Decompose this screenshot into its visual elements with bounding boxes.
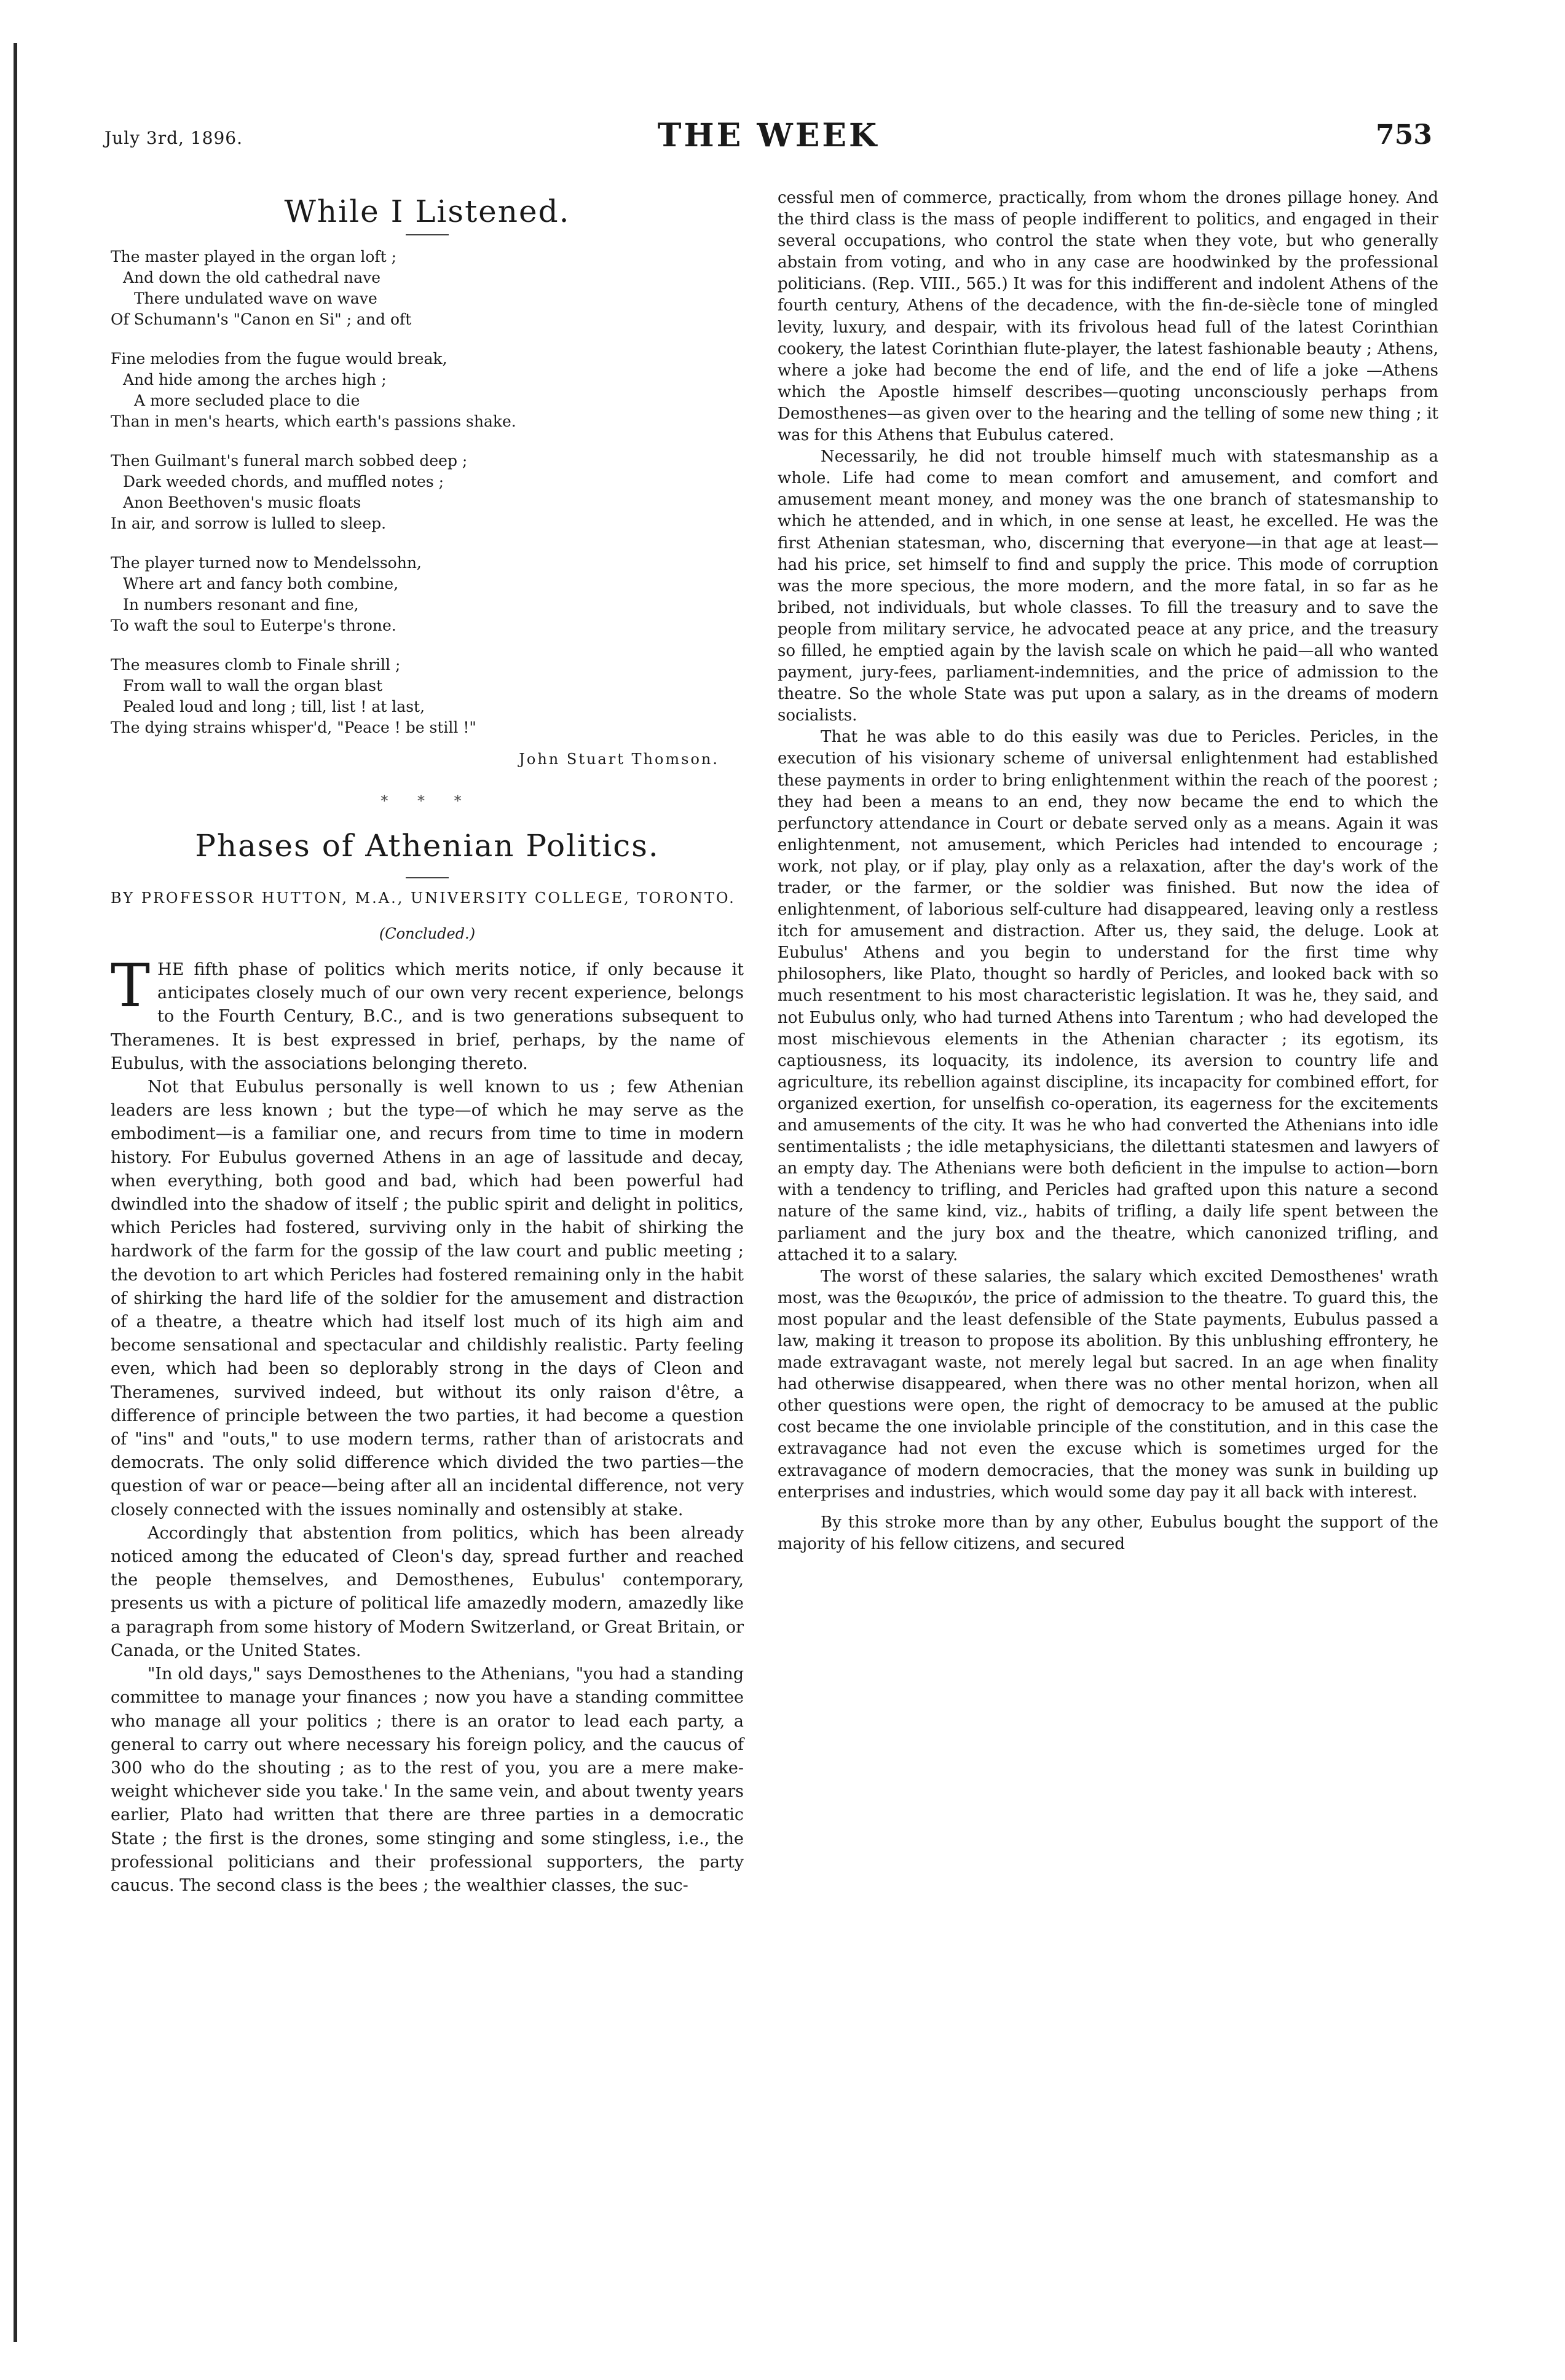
poem-stanza — [111, 246, 744, 330]
poem-author: John Stuart Thomson. — [519, 751, 719, 768]
poem-stanza — [111, 451, 744, 534]
poem-stanza — [111, 553, 744, 636]
poem-line: Pealed loud and long ; till, list ! at last, — [123, 698, 425, 715]
poem-line: Where art and fancy both combine, — [123, 575, 399, 593]
article-byline: BY PROFESSOR HUTTON, M.A., UNIVERSITY COLLEGE, TORONTO. — [111, 889, 736, 907]
poem-line: And down the old cathedral nave — [123, 269, 381, 286]
poem-line: And hide among the arches high ; — [123, 371, 387, 388]
poem-line: Of Schumann's "Canon en Si" ; and oft — [111, 310, 412, 328]
article-title: Phases of Athenian Politics. — [195, 828, 660, 864]
page-number: 753 — [1376, 119, 1432, 151]
article-paragraph: Accordingly that abstention from politics, which has been already noticed among the educated of Cleon's day, spread further and reached the people themselves, and Demosthenes, Eubulus' contemporary, presents us with a picture of political life amazedly modern, amazedly like a paragraph from some history of Modern Switzerland, or Great Britain, or Canada, or the United States. — [111, 1523, 744, 1660]
binding-edge-rule — [14, 43, 17, 2342]
article-paragraph: cessful men of commerce, practically, from whom the drones pillage honey. And the third class is the mass of people indifferent to politics, and engaged in their several occupations, who control the state when they vote, but who generally abstain from voting, and who in any case are hoodwinked by the professional politicians. (Rep. VIII., 565.) It was for this indifferent and indolent Athens of the fourth century, Athens of the decadence, with the fin-de-siècle tone of mingled levity, luxury, and despair, with its frivolous head full of the latest Corinthian cookery, the latest Corinthian flute-player, the latest fashionable beauty ; Athens, where a joke had become the end of life, and the end of life a joke —Athens which the Apostle himself describes—quoting unconsciously perhaps from Demosthenes—as given over to the hearing and the telling of some new thing ; it was for this Athens that Eubulus catered. — [778, 189, 1438, 445]
drop-cap: T — [111, 952, 151, 1020]
poem-stanza — [111, 349, 744, 432]
article-paragraph — [111, 952, 744, 1076]
poem-line: Fine melodies from the fugue would break, — [111, 350, 447, 368]
title-rule — [406, 877, 449, 878]
poem-line: The player turned now to Mendelssohn, — [111, 554, 422, 572]
poem-line: In numbers resonant and fine, — [123, 596, 359, 613]
article-paragraph: The worst of these salaries, the salary which excited Demosthenes' wrath most, was the θεωρικόν, the price of admission to the theatre. To guard this, the most popular and the least defensible of the State payments, Eubulus passed a law, making it treason to propose its abolition. By this unblushing effrontery, he made extravagant waste, not merely legal but sacred. In an age when finality had otherwise disappeared, when there was no other mental horizon, when all other questions were open, the right of democracy to be amused at the public cost became the one inviolable principle of the constitution, and in this case the extravagance had not even the excuse which is sometimes urged for the extravagance of modern democracies, that the money was sunk in building up enterprises and industries, which would some day pay it all back with interest. — [778, 1267, 1438, 1502]
poem-line: The master played in the organ loft ; — [111, 248, 397, 266]
concluded-note: (Concluded.) — [379, 925, 476, 942]
poem-line: Then Guilmant's funeral march sobbed deep ; — [111, 452, 468, 470]
article-paragraph: "In old days," says Demosthenes to the Athenians, "you had a standing committee to manage your finances ; now you have a standing committee who manage all your politics ; there is an orator to lead each party, a general to carry out where necessary his foreign policy, and the caucus of 300 who do the shouting ; as to the rest of you, you are a mere make-weight whichever side you take.' In the same vein, and about twenty years earlier, Plato had written that there are three parties in a democratic State ; the first is the drones, some stinging and some stingless, i.e., the professional politicians and their professional supporters, the party caucus. The second class is the bees ; the wealthier classes, the suc- — [111, 1665, 744, 1895]
left-column — [111, 187, 744, 1897]
article-paragraph: By this stroke more than by any other, Eubulus bought the support of the majority of his fellow citizens, and secured — [778, 1513, 1438, 1553]
article — [111, 828, 744, 1897]
article-paragraph: Not that Eubulus personally is well known to us ; few Athenian leaders are less known ; but the type—of which he may serve as the embodiment—is a familiar one, and recurs from time to time in modern history. For Eubulus governed Athens in an age of lassitude and decay, when everything, both good and bad, which had been powerful had dwindled into the shadow of itself ; the public spirit and delight in politics, which Pericles had fostered, surviving only in the habit of shirking the hardwork of the farm for the gossip of the law court and public meeting ; the devotion to art which Pericles had fostered remaining only in the habit of shirking the hard life of the soldier for the amusement and distraction of a theatre, a theatre which had itself lost much of its high aim and become sensational and spectacular and childishly realistic. Party feeling even, which had been so deplorably strong in the days of Cleon and Theramenes, survived indeed, but without its only raison d'être, a difference of principle between the two parties, it had become a question of "ins" and "outs," to use modern terms, rather than of aristocrats and democrats. The only solid difference which divided the two parties—the question of war or peace—being after all an incidental difference, not very closely connected with the issues nominally and ostensibly at stake. — [111, 1078, 744, 1519]
poem-line: From wall to wall the organ blast — [123, 677, 383, 695]
issue-date: July 3rd, 1896. — [104, 128, 243, 148]
poem-line: Anon Beethoven's music floats — [123, 494, 361, 511]
article-paragraph: Necessarily, he did not trouble himself much with statesmanship as a whole. Life had come to mean comfort and amusement, and comfort and amusement meant money, and money was the one branch of statesmanship to which he attended, and in which, in one sense at least, he excelled. He was the first Athenian statesman, who, discerning that everyone—in that age at least—had his price, set himself to find and supply the price. This mode of corruption was the more specious, the more modern, and the more fatal, in so far as he bribed, not individuals, but whole classes. To fill the treasury and to save the people from military service, he advocated peace at any price, and the treasury so filled, he emptied again by the lavish scale on which he paid—all who wanted payment, jury-fees, parliament-indemnities, and the price of admission to the theatre. So the whole State was put upon a salary, as in the dreams of modern socialists. — [778, 447, 1438, 725]
poem-line: Dark weeded chords, and muffled notes ; — [123, 473, 444, 491]
poem-stanza — [111, 655, 744, 738]
right-column — [778, 187, 1438, 1555]
article-paragraph: That he was able to do this easily was due to Pericles. Pericles, in the execution of his visionary scheme of universal enlightenment had established these payments in order to bring enlightenment within the reach of the poorest ; they had been a means to an end, they now became the end to which the perfunctory attendance in Court or debate served only as a means. Again it was enlightenment, not amusement, which Pericles had intended to encourage ; work, not play, or if play, play only as a relaxation, after the day's work of the trader, or the farmer, or the soldier was finished. But now the idea of enlightenment, of laborious self-culture had disappeared, leaving only a restless itch for amusement and distraction. After us, they said, the deluge. Look at Eubulus' Athens and you begin to understand for the first time why philosophers, like Plato, thought so hardly of Pericles, and looked back with so much resentment to his most characteristic legislation. It was he, they said, and not Eubulus only, who had turned Athens into Tarentum ; who had developed the most mischievous elements in the Athenian character ; its egotism, its captiousness, its loquacity, its indolence, its aversion to country life and agriculture, its rebellion against discipline, its incapacity for combined effort, for organized exertion, for unselfish co-operation, its eagerness for the excitements and amusements of the city. It was he who had converted the Athenians into idle sentimentalists ; the idle metaphysicians, the dilettanti statesmen and lawyers of an empty day. The Athenians were both deficient in the impulse to action—born with a tendency to trifling, and Pericles had grafted upon this nature a second nature of the same kind, viz., habits of trifling, a daily life spent between the parliament and the jury box and the theatre, which canonized trifling, and attached it to a salary. — [778, 728, 1438, 1264]
publication-title: THE WEEK — [657, 117, 880, 154]
title-rule — [406, 234, 449, 235]
poem-title: While I Listened. — [284, 194, 570, 229]
poem-line: To waft the soul to Euterpe's throne. — [111, 617, 396, 634]
paragraph-text: HE fifth phase of politics which merits notice, if only because it anticipates closely much of our own very recent experience, belongs to the Fourth Century, B.C., and is two generations subsequent to Theramenes. It is best expressed in brief, perhaps, by the name of Eubulus, with the associations belonging thereto. — [111, 960, 744, 1073]
poem-line: The measures clomb to Finale shrill ; — [111, 656, 401, 674]
poem — [111, 194, 744, 810]
poem-line: Than in men's hearts, which earth's passions shake. — [111, 412, 516, 430]
poem-line: The dying strains whisper'd, "Peace ! be still !" — [111, 719, 476, 736]
poem-line: There undulated wave on wave — [134, 290, 377, 307]
page-header — [104, 117, 1432, 160]
section-ornament: * * * — [380, 792, 474, 810]
poem-line: A more secluded place to die — [134, 392, 360, 409]
poem-line: In air, and sorrow is lulled to sleep. — [111, 514, 387, 532]
